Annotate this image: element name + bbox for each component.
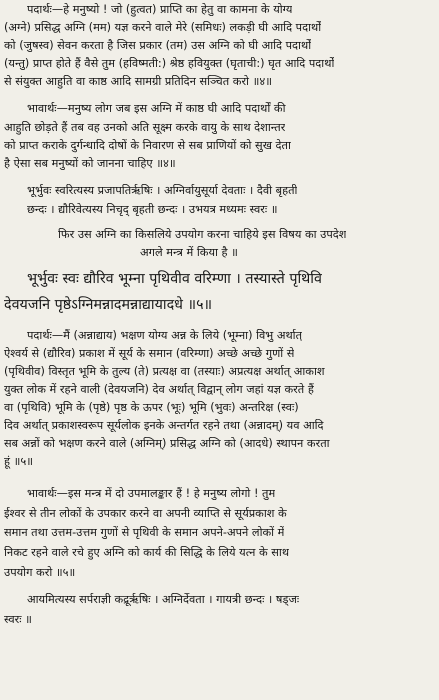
text-line: (पृथिवीव) विस्तृत भूमि के तुल्य (ते) प्रत्यक्ष वा (तस्याः) अप्रत्यक्ष अर्थात् आकाश: [4, 365, 325, 378]
text-line: को प्राप्त कराके दुर्गन्धादि दोषों के निवारण से सब प्राणियों को सुख देता: [4, 139, 291, 152]
text-line: पदार्थः—मैं (अन्नाद्याय) भक्षण योग्य अन्न के लिये (भूम्ना) विभु अर्थात्: [27, 329, 303, 342]
text-line: ईश्वर से तीन लोकों के उपकार करने वा अपनी व्याप्ति से सूर्यप्रकाश के: [4, 507, 287, 520]
text-line: वा (पृथिवि) भूमि के (पृष्ठे) पृष्ठ के ऊपर (भूः) भूमि (भुवः) अन्तरिक्ष (स्वः): [4, 401, 299, 414]
text-line: ऐश्वर्य से (द्यौरिव) प्रकाश में सूर्य के समान (वरिम्णा) अच्छे अच्छे गुणों से: [4, 347, 295, 360]
text-line: (अग्ने) प्रसिद्ध अग्नि (मम) यज्ञ करने वाले मेरे (समिधः) लकड़ी घी आदि पदार्थों: [4, 21, 322, 34]
text-line: उपयोग करो ॥५॥: [4, 566, 76, 579]
text-line: से संयुक्त आहुति वा काष्ठ आदि सामग्री प्रतिदिन सञ्चित करो ॥४॥: [4, 75, 272, 88]
text-line: सब अन्नों को भक्षण करने वाले (अग्निम्) प्रसिद्ध अग्नि को (आदधे) स्थापन करता: [4, 437, 330, 450]
text-line: को (जुषस्व) सेवन करता है जिस प्रकार (तम) उस अग्नि को घी आदि पदार्थों: [4, 39, 312, 52]
text-line: अगले मन्त्र में किया है ॥: [140, 246, 238, 259]
mantra-line: भूर्भुवः स्वः द्यौरिव भूम्ना पृथिवीव वरिम्णा । तस्यास्ते पृथिवि: [27, 271, 322, 287]
mantra-line: देवयजनि पृष्ठेऽग्निमन्नादमन्नाद्यायादधे ॥५॥: [4, 297, 213, 313]
text-line: छन्दः । द्यौरिवेत्यस्य निचृद् बृहती छन्दः । उभयत्र मध्यमः स्वरः ॥: [27, 203, 278, 216]
text-line: आयमित्यस्य सर्पराज्ञी कद्रूर्ऋषिः । अग्निर्देवता । गायत्री छन्दः । षड्जः: [27, 593, 300, 606]
text-line: हूं ॥५॥: [4, 455, 33, 468]
text-line: स्वरः ॥: [4, 613, 32, 626]
text-line: युक्त लोक में रहने वाली (देवयजनि) देव अर्थात् विद्वान् लोग जहां यज्ञ करते हैं: [4, 383, 314, 396]
text-line: भावार्थः—इस मन्त्र में दो उपमालङ्कार हैं ! हे मनुष्य लोगो ! तुम: [27, 487, 276, 500]
text-line: समान तथा उत्तम-उत्तम गुणों से पृथिवी के समान अपने-अपने लोकों में: [4, 526, 285, 539]
text-line: आहुति छोड़ते हैं तब वह उनको अति सूक्ष्म करके वायु के साथ देशान्तर: [4, 121, 286, 134]
text-line: फिर उस अग्नि का किसलिये उपयोग करना चाहिये इस विषय का उपदेश: [58, 228, 347, 241]
text-line: (यन्तु) प्राप्त होते हैं वैसे तुम (हविष्मती:) श्रेष्ठ हवियुक्त (घृताची:) घृत आदि पदार्थों: [4, 57, 335, 70]
text-line: भावार्थः—मनुष्य लोग जब इस अग्नि में काष्ठ घी आदि पदार्थों की: [27, 102, 286, 115]
text-line: दिव अर्थात् प्रकाशस्वरूप सूर्यलोक इनके अन्तर्गत रहने तथा (अन्नादम्) यव आदि: [4, 419, 324, 432]
text-line: निकट रहने वाले रचे हुए अग्नि को कार्य की सिद्धि के लिये यत्न के साथ: [4, 546, 290, 559]
text-line: पदार्थः—हे मनुष्यो ! जो (हुत्वत) प्राप्ति का हेतु वा कामना के योग्य: [27, 3, 293, 16]
text-line: है ऐसा सब मनुष्यों को जानना चाहिए ॥४॥: [4, 157, 176, 170]
text-line: भूर्भुवः स्वरित्यस्य प्रजापतिर्ऋषिः । अग्निर्वायुसूर्या देवताः । दैवी बृहती: [27, 184, 298, 197]
